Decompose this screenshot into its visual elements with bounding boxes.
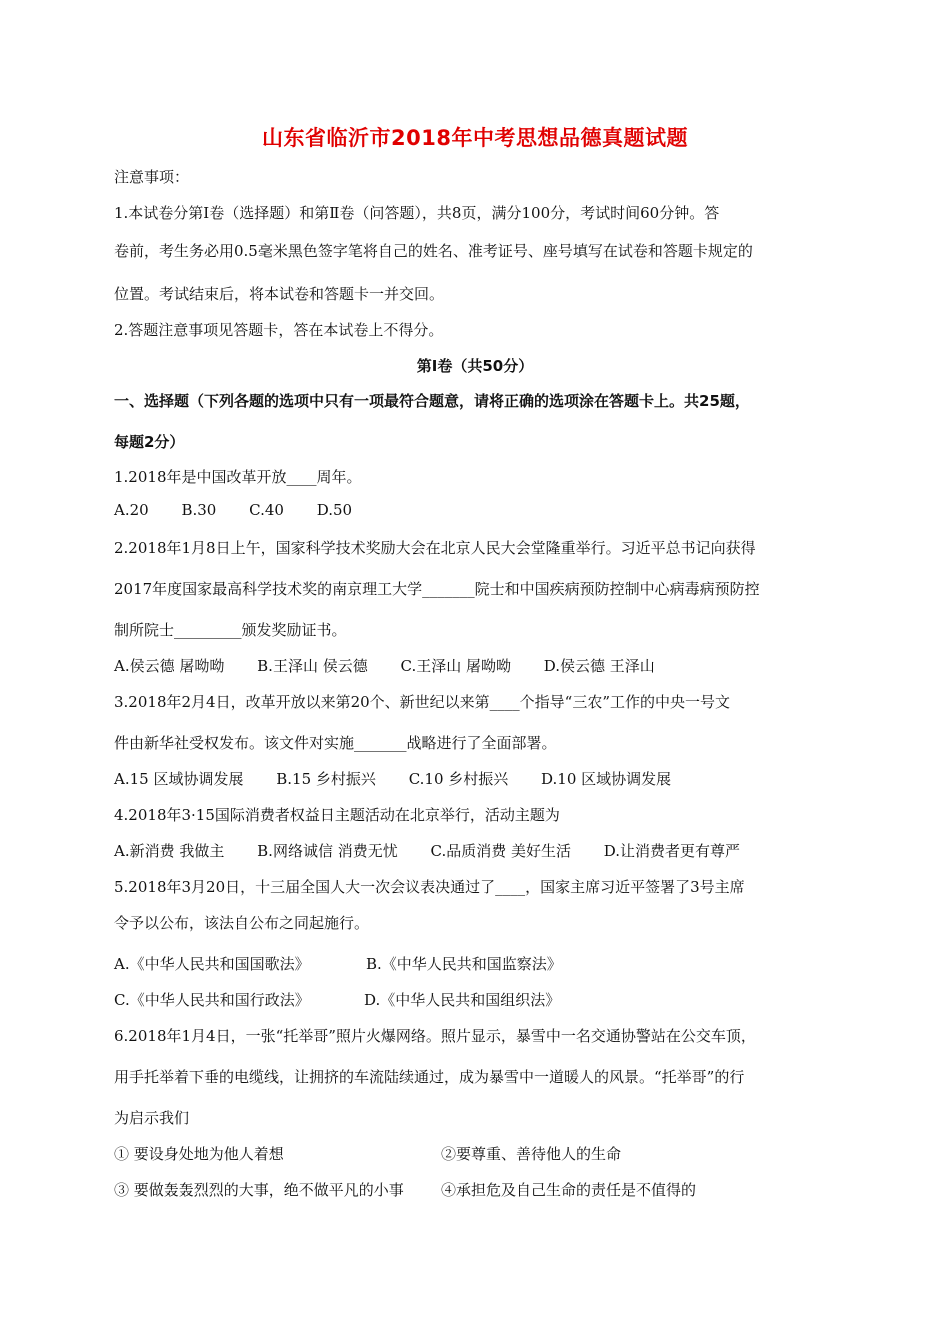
question-4-options (114, 840, 844, 861)
q3-option-d: D.10 区域协调发展 (541, 770, 672, 788)
question-3-line-1: 3.2018年2月4日，改革开放以来第20个、新世纪以来第____个指导“三农”工作的中央一号文 (114, 693, 730, 711)
notice-item-2: 2.答题注意事项见答题卡，答在本试卷上不得分。 (114, 321, 444, 339)
q3-option-c: C.10 乡村振兴 (408, 770, 509, 788)
question-1: 1.2018年是中国改革开放____周年。 (114, 468, 362, 486)
question-6-items-row-1 (114, 1143, 844, 1164)
question-2-line-3: 制所院士_________颁发奖励证书。 (114, 621, 347, 639)
q6-item-3: ③ 要做轰轰烈烈的大事，绝不做平凡的小事 (114, 1181, 404, 1199)
q5-option-b: B.《中华人民共和国监察法》 (366, 955, 562, 973)
question-5-line-2: 令予以公布，该法自公布之同起施行。 (114, 914, 370, 932)
q6-item-1: ① 要设身处地为他人着想 (114, 1145, 284, 1163)
notice-item-1-line-2: 卷前，考生务必用0.5毫米黑色签字笔将自己的姓名、准考证号、座号填写在试卷和答题卡规定的 (114, 242, 753, 260)
q3-option-a: A.15 区域协调发展 (114, 770, 244, 788)
q3-option-b: B.15 乡村振兴 (276, 770, 376, 788)
part-heading: 第Ⅰ卷（共50分） (416, 357, 534, 375)
q4-option-a: A.新消费 我做主 (114, 842, 225, 860)
question-2-line-1: 2.2018年1月8日上午，国家科学技术奖励大会在北京人民大会堂隆重举行。习近平总书记向获得 (114, 539, 756, 557)
q4-option-d: D.让消费者更有尊严 (603, 842, 741, 860)
q1-option-b: B.30 (181, 501, 217, 519)
page-title: 山东省临沂市2018年中考思想品德真题试题 (262, 126, 688, 150)
question-2-options (114, 655, 844, 676)
q4-option-c: C.品质消费 美好生活 (430, 842, 571, 860)
question-2-line-2: 2017年度国家最高科学技术奖的南京理工大学_______院士和中国疾病预防控制中心病毒病预防控 (114, 580, 760, 598)
section-heading-line-1: 一、选择题（下列各题的选项中只有一项最符合题意，请将正确的选项涂在答题卡上。共25题， (114, 392, 750, 410)
q1-option-c: C.40 (249, 501, 284, 519)
q5-option-d: D.《中华人民共和国组织法》 (364, 991, 561, 1009)
notice-heading: 注意事项： (114, 168, 190, 186)
notice-item-1-line-3: 位置。考试结束后，将本试卷和答题卡一并交回。 (114, 285, 445, 303)
q6-item-2: ②要尊重、善待他人的生命 (441, 1145, 622, 1163)
q2-option-a: A.侯云德 屠呦呦 (114, 657, 225, 675)
q2-option-d: D.侯云德 王泽山 (543, 657, 655, 675)
question-6-line-1: 6.2018年1月4日，一张“托举哥”照片火爆网络。照片显示，暴雪中一名交通协警站在公交车顶， (114, 1027, 756, 1045)
q5-option-a: A.《中华人民共和国国歌法》 (114, 955, 310, 973)
question-6-items-row-2 (114, 1179, 844, 1200)
question-5-options-row-1 (114, 953, 844, 974)
q4-option-b: B.网络诚信 消费无忧 (257, 842, 398, 860)
q1-option-d: D.50 (316, 501, 353, 519)
question-1-options (114, 501, 844, 519)
question-5-line-1: 5.2018年3月20日，十三届全国人大一次会议表决通过了____，国家主席习近平签署了3号主席 (114, 878, 745, 896)
question-6-line-2: 用手托举着下垂的电缆线，让拥挤的车流陆续通过，成为暴雪中一道暖人的风景。“托举哥”的行 (114, 1068, 745, 1086)
question-3-line-2: 件由新华社受权发布。该文件对实施_______战略进行了全面部署。 (114, 734, 557, 752)
question-5-options-row-2 (114, 989, 844, 1010)
notice-item-1-line-1: 1.本试卷分第Ⅰ卷（选择题）和第Ⅱ卷（问答题），共8页，满分100分，考试时间60分钟。答 (114, 204, 720, 222)
q5-option-c: C.《中华人民共和国行政法》 (114, 991, 310, 1009)
q1-option-a: A.20 (114, 501, 149, 519)
q6-item-4: ④承担危及自己生命的责任是不值得的 (441, 1181, 697, 1199)
question-6-line-3: 为启示我们 (114, 1109, 190, 1127)
q2-option-b: B.王泽山 侯云德 (257, 657, 368, 675)
section-heading-line-2: 每题2分） (114, 433, 185, 451)
question-4: 4.2018年3·15国际消费者权益日主题活动在北京举行，活动主题为 (114, 806, 560, 824)
q2-option-c: C.王泽山 屠呦呦 (400, 657, 511, 675)
question-3-options (114, 768, 844, 789)
